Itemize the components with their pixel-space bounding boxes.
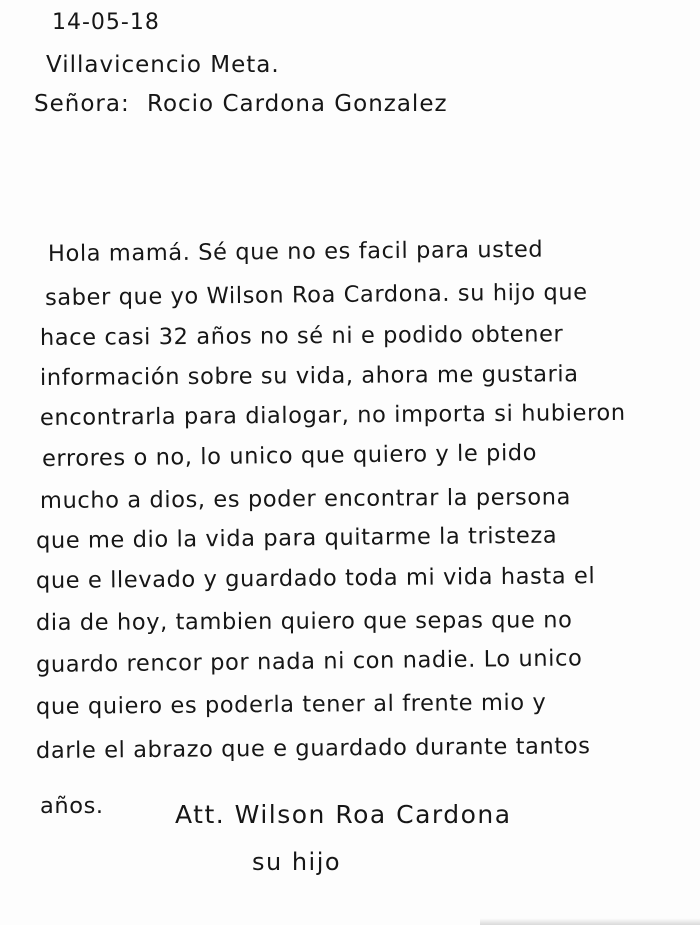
body-line: Hola mamá. Sé que no es facil para usted [47,236,544,267]
letter-place: Villavicencio Meta. [46,52,280,78]
paper-edge-shadow [480,918,700,925]
recipient-name: Rocio Cardona Gonzalez [147,91,448,117]
body-line: hace casi 32 años no sé ni e podido obtener [39,321,564,351]
closing-line: años. [40,793,104,819]
body-line: que quiero es poderla tener al frente mio y [35,689,547,720]
body-line: que me dio la vida para quitarme la tristeza [35,522,558,554]
body-line: darle el abrazo que e guardado durante tantos [35,733,591,764]
body-line: encontrarla para dialogar, no importa si hubieron [39,399,626,431]
body-line: guardo rencor por nada ni con nadie. Lo unico [35,645,583,678]
body-line: información sobre su vida, ahora me gustaria [39,361,579,391]
salutation-label: Señora: [34,91,130,117]
signature-relation: su hijo [252,848,342,876]
body-line: mucho a dios, es poder encontrar la persona [39,484,572,514]
body-line: errores o no, lo unico que quiero y le pido [41,439,538,472]
body-line: saber que yo Wilson Roa Cardona. su hijo que [44,279,588,311]
letter-date: 14-05-18 [52,10,160,35]
body-line: dia de hoy, tambien quiero que sepas que no [35,607,573,636]
body-line: que e llevado y guardado toda mi vida hasta el [35,563,596,594]
signature: Att. Wilson Roa Cardona [175,800,512,829]
